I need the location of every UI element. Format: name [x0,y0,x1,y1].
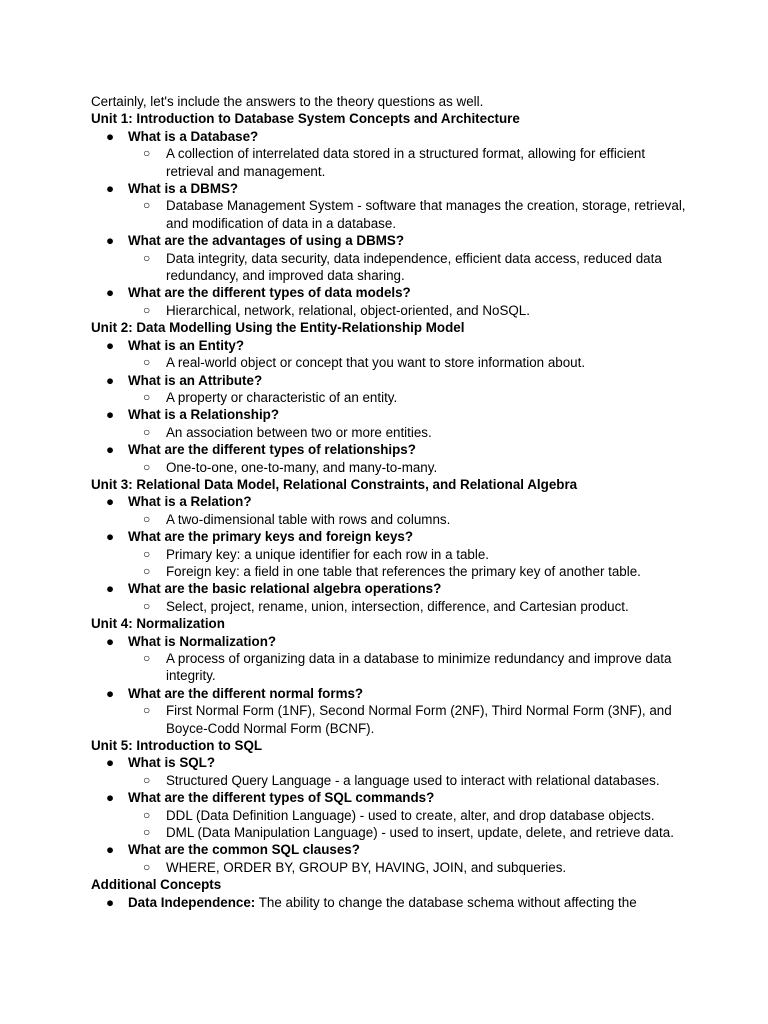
filled-bullet-icon: ● [106,181,115,197]
filled-bullet-icon: ● [106,233,115,249]
answer-text: A two-dimensional table with rows and columns. [166,511,451,527]
unit-section [91,476,691,615]
filled-bullet-icon: ● [106,128,115,144]
question-item [91,284,691,301]
filled-bullet-icon: ● [106,842,115,858]
unit-heading: Unit 5: Introduction to SQL [91,738,263,754]
answer-item [91,702,686,737]
filled-bullet-icon: ● [106,790,115,806]
hollow-bullet-icon: ○ [143,302,151,317]
answer-item [91,563,686,580]
question-text: What are the different types of relationships? [128,442,416,458]
units-container [91,110,691,876]
answer-item [91,145,686,180]
question-text: What are the basic relational algebra operations? [128,581,442,597]
answer-item [91,459,686,476]
answer-text: Primary key: a unique identifier for each row in a table. [166,546,490,562]
hollow-bullet-icon: ○ [143,146,151,161]
filled-bullet-icon: ● [106,285,115,301]
concept-text: The ability to change the database schema without affecting the [255,894,637,910]
question-text: What are the common SQL clauses? [128,842,360,858]
unit-heading: Unit 2: Data Modelling Using the Entity-Relationship Model [91,320,465,336]
hollow-bullet-icon: ○ [143,563,151,578]
answer-text: Select, project, rename, union, intersection, difference, and Cartesian product. [166,598,629,614]
question-text: What is a Relation? [128,494,252,510]
question-item [91,180,691,197]
hollow-bullet-icon: ○ [143,511,151,526]
question-text: What is a Relationship? [128,407,280,423]
filled-bullet-icon: ● [106,442,115,458]
answer-text: Database Management System - software that manages the creation, storage, retrieval, and modification of data in a database. [166,198,686,231]
hollow-bullet-icon: ○ [143,859,151,874]
hollow-bullet-icon: ○ [143,651,151,665]
intro-text: Certainly, let's include the answers to the theory questions as well. [91,94,484,109]
hollow-bullet-icon: ○ [143,772,151,787]
question-item [91,754,691,771]
answer-text: A process of organizing data in a database to minimize redundancy and improve data integrity. [166,651,672,684]
question-item [91,337,691,354]
hollow-bullet-icon: ○ [143,825,151,840]
question-text: What are the different normal forms? [128,685,364,701]
answer-text: A collection of interrelated data stored in a structured format, allowing for efficient retrieval and management. [166,146,646,179]
filled-bullet-icon: ● [106,755,115,771]
question-text: What is Normalization? [128,633,277,649]
question-text: What are the different types of data models? [128,285,411,301]
answer-item [91,511,686,528]
hollow-bullet-icon: ○ [143,459,151,474]
filled-bullet-icon: ● [106,494,115,510]
question-text: What are the different types of SQL commands? [128,790,435,806]
filled-bullet-icon: ● [106,581,115,597]
additional-concepts-heading: Additional Concepts [91,877,222,893]
filled-bullet-icon: ● [106,894,115,910]
answer-item [91,650,686,685]
additional-concepts-section [91,876,691,911]
answer-item [91,424,686,441]
hollow-bullet-icon: ○ [143,250,151,265]
answer-text: Structured Query Language - a language used to interact with relational databases. [166,772,660,788]
answer-text: A property or characteristic of an entity. [166,389,398,405]
question-text: What are the primary keys and foreign keys? [128,529,414,545]
question-item [91,232,691,249]
question-item [91,685,691,702]
answer-item [91,859,686,876]
hollow-bullet-icon: ○ [143,198,151,213]
document-body [91,93,691,911]
question-item [91,441,691,458]
answer-item [91,389,686,406]
answer-item [91,546,686,563]
unit-section [91,319,691,476]
question-item [91,580,691,597]
concept-term: Data Independence: [128,894,256,910]
hollow-bullet-icon: ○ [143,389,151,404]
filled-bullet-icon: ● [106,633,115,649]
answer-text: Foreign key: a field in one table that references the primary key of another table. [166,563,641,579]
answer-text: Hierarchical, network, relational, object-oriented, and NoSQL. [166,302,530,318]
filled-bullet-icon: ● [106,407,115,423]
answer-item [91,302,686,319]
answer-text: A real-world object or concept that you want to store information about. [166,355,586,371]
question-item [91,841,691,858]
question-text: What is a DBMS? [128,181,239,197]
concept-item [91,894,691,911]
question-item [91,633,691,650]
answer-text: DDL (Data Definition Language) - used to create, alter, and drop database objects. [166,807,655,823]
additional-concepts-list [91,894,691,911]
question-item [91,528,691,545]
answer-text: WHERE, ORDER BY, GROUP BY, HAVING, JOIN, and subqueries. [166,859,567,875]
question-item [91,372,691,389]
answer-item [91,772,686,789]
answer-text: Data integrity, data security, data independence, efficient data access, reduced data redundancy, and improved data sharing. [166,250,662,284]
hollow-bullet-icon: ○ [143,424,151,439]
filled-bullet-icon: ● [106,685,115,701]
answer-item [91,250,686,285]
hollow-bullet-icon: ○ [143,546,151,561]
hollow-bullet-icon: ○ [143,703,151,718]
hollow-bullet-icon: ○ [143,807,151,822]
question-text: What are the advantages of using a DBMS? [128,233,405,249]
unit-heading: Unit 1: Introduction to Database System Concepts and Architecture [91,111,520,127]
answer-text: An association between two or more entities. [166,424,432,440]
answer-text: First Normal Form (1NF), Second Normal Form (2NF), Third Normal Form (3NF), and Boyce-Codd Normal Form (BCNF). [166,703,672,736]
question-text: What is an Entity? [128,337,245,353]
question-item [91,789,691,806]
question-item [91,406,691,423]
answer-text: DML (Data Manipulation Language) - used to insert, update, delete, and retrieve data. [166,825,674,841]
answer-text: One-to-one, one-to-many, and many-to-many. [166,459,438,475]
unit-section [91,737,691,876]
hollow-bullet-icon: ○ [143,598,151,613]
filled-bullet-icon: ● [106,372,115,388]
answer-item [91,807,686,824]
answer-item [91,598,686,615]
unit-heading: Unit 4: Normalization [91,616,225,632]
question-text: What is a Database? [128,128,259,144]
hollow-bullet-icon: ○ [143,355,151,370]
unit-section [91,615,691,737]
question-item [91,493,691,510]
unit-section [91,110,691,319]
answer-item [91,824,686,841]
question-text: What is an Attribute? [128,372,263,388]
question-item [91,128,691,145]
filled-bullet-icon: ● [106,529,115,545]
filled-bullet-icon: ● [106,337,115,353]
answer-item [91,354,686,371]
answer-item [91,197,686,232]
unit-heading: Unit 3: Relational Data Model, Relational Constraints, and Relational Algebra [91,476,578,492]
question-text: What is SQL? [128,755,216,771]
